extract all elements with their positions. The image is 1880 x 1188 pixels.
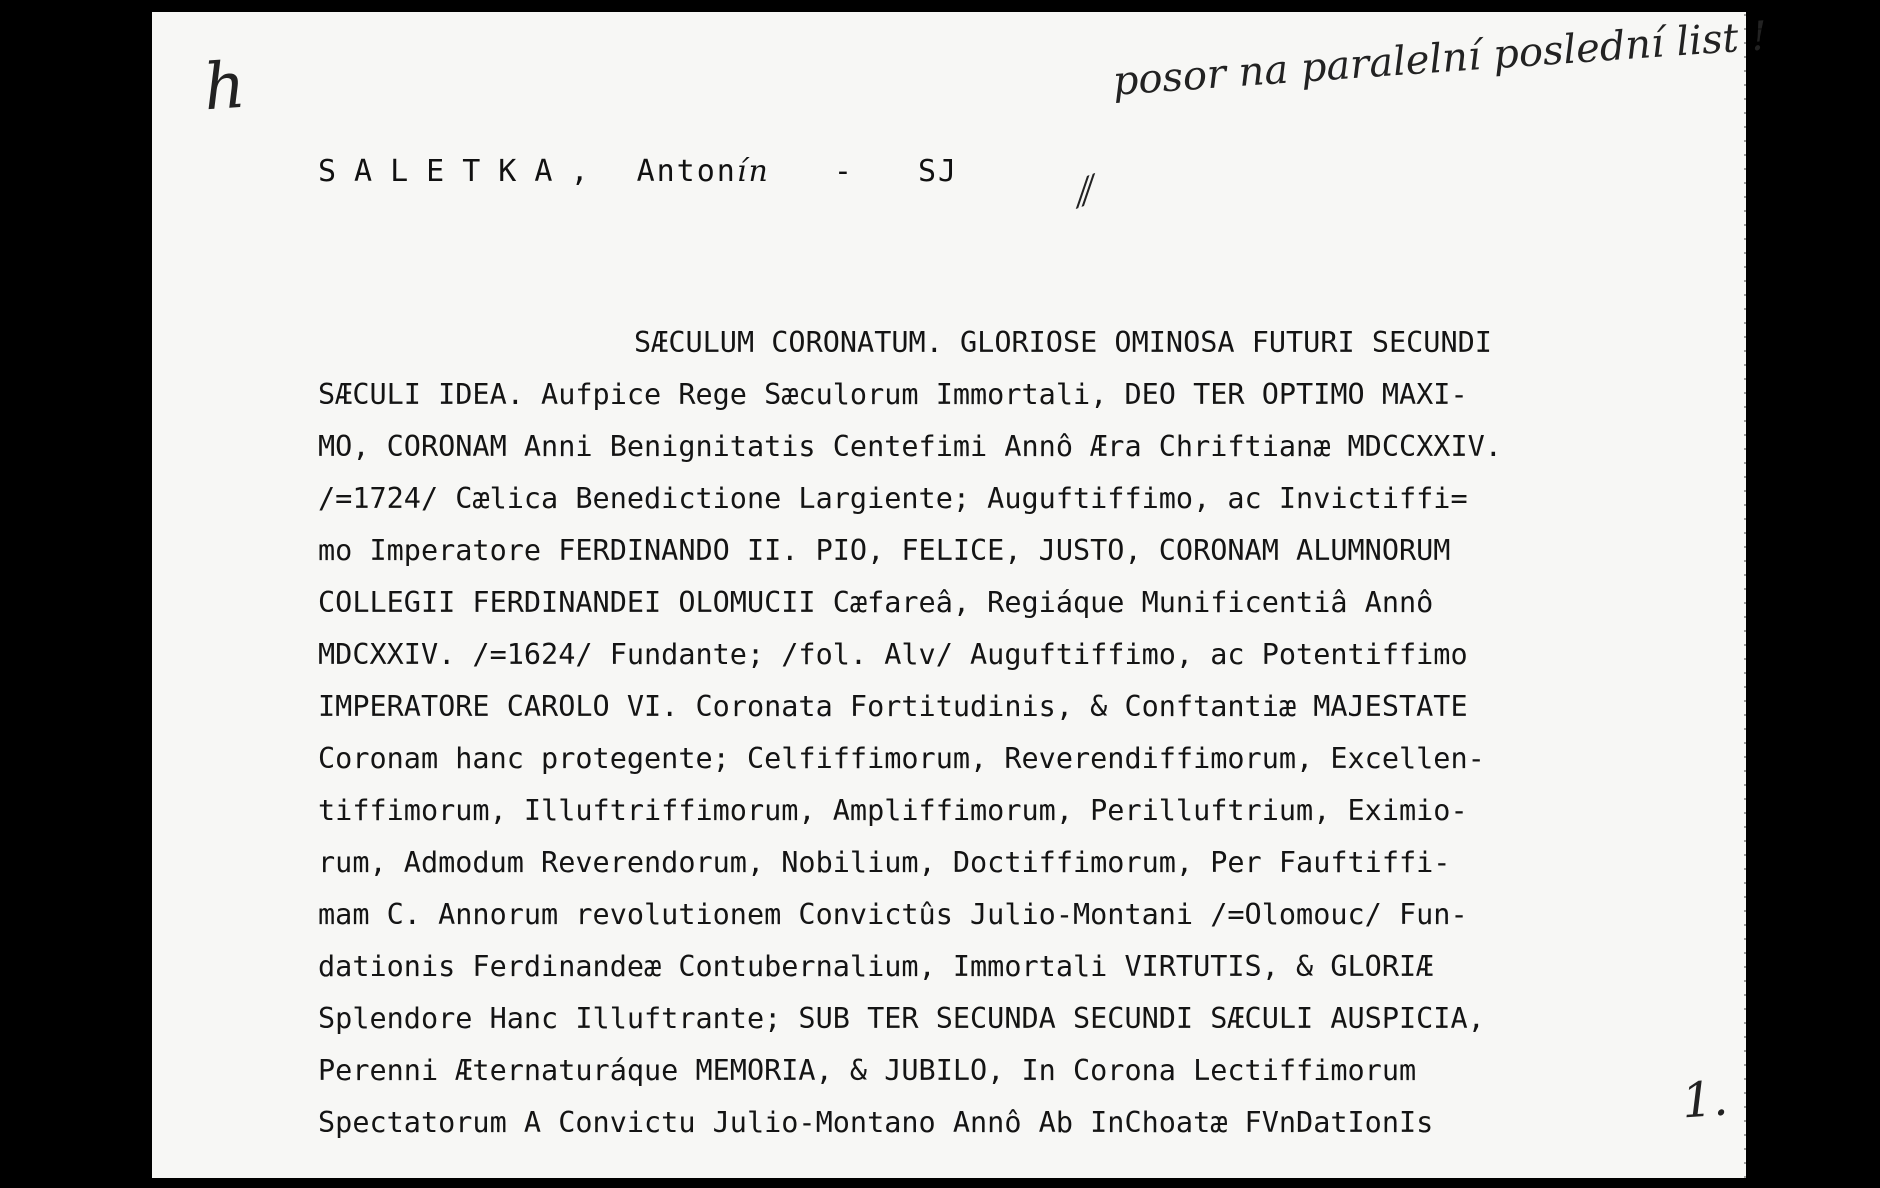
text-line: Coronam hanc protegente; Celfiffimorum, Reverendiffimorum, Excellen- (318, 742, 1485, 775)
author-surname: SALETKA (318, 154, 571, 189)
title-transcription (318, 317, 1718, 1149)
text-line: SÆCULUM CORONATUM. GLORIOSE OMINOSA FUTURI SECUNDI (634, 326, 1492, 359)
heading-separator: , (570, 154, 591, 189)
card-heading (318, 154, 958, 189)
handwritten-page-number: 1. (1680, 1070, 1730, 1130)
text-line: MDCXXIV. /=1624/ Fundante; /fol. Alv/ Auguftiffimo, ac Potentiffimo (318, 638, 1468, 671)
scan-edge-marks (1744, 0, 1784, 1188)
text-line: MO, CORONAM Anni Benignitatis Centefimi Annô Æra Chriftianæ MDCCXXIV. (318, 430, 1502, 463)
handwritten-top-note: posor na paralelní poslední list ! (1111, 13, 1769, 105)
handwritten-corner-mark: h (201, 48, 248, 126)
catalog-card (152, 12, 1769, 1178)
text-line: rum, Admodum Reverendorum, Nobilium, Doctiffimorum, Per Fauftiffi- (318, 846, 1451, 879)
text-line: /=1724/ Cælica Benedictione Largiente; Auguftiffimo, ac Invictiffi= (318, 482, 1468, 515)
text-line: Splendore Hanc Illuftrante; SUB TER SECUNDA SECUNDI SÆCULI AUSPICIA, (318, 1002, 1485, 1035)
religious-order: SJ (917, 154, 959, 189)
text-line: dationis Ferdinandeæ Contubernalium, Immortali VIRTUTIS, & GLORIÆ (318, 950, 1434, 983)
text-line: mam C. Annorum revolutionem Convictûs Julio-Montani /=Olomouc/ Fun- (318, 898, 1468, 931)
author-given-name-handwritten: ín (736, 154, 770, 189)
text-line: COLLEGII FERDINANDEI OLOMUCII Cæfareâ, Regiáque Munificentiâ Annô (318, 586, 1434, 619)
text-line: SÆCULI IDEA. Aufpice Rege Sæculorum Immortali, DEO TER OPTIMO MAXI- (318, 378, 1468, 411)
text-line: IMPERATORE CAROLO VI. Coronata Fortitudinis, & Conftantiæ MAJESTATE (318, 690, 1468, 723)
text-line: tiffimorum, Illuftriffimorum, Ampliffimorum, Perilluftrium, Eximio- (318, 794, 1468, 827)
text-line: Spectatorum A Convictu Julio-Montano Annô Ab InChoatæ FVnDatIonIs (318, 1106, 1434, 1139)
text-line: mo Imperatore FERDINANDO II. PIO, FELICE, JUSTO, CORONAM ALUMNORUM (318, 534, 1451, 567)
text-line: Perenni Æternaturáque MEMORIA, & JUBILO, In Corona Lectiffimorum (318, 1054, 1417, 1087)
handwritten-scribble: ⁄⁄ (1073, 171, 1099, 214)
heading-dash: - (833, 154, 854, 189)
author-given-name: Anton (636, 154, 737, 189)
